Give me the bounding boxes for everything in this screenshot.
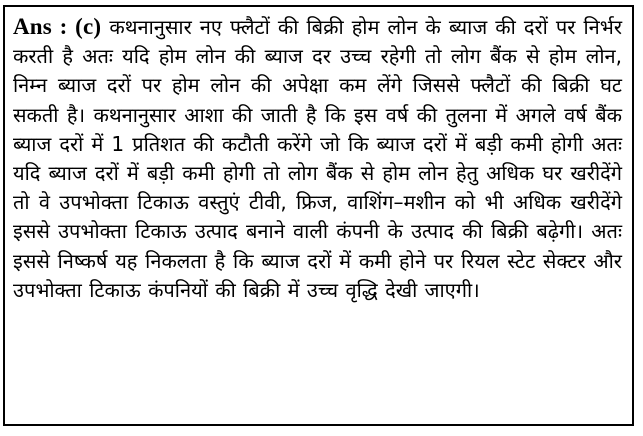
answer-box <box>3 5 634 426</box>
answer-paragraph <box>13 12 622 305</box>
answer-label: Ans : (c) <box>13 14 102 39</box>
answer-body: कथनानुसार नए फ्लैटों की बिक्री होम लोन के ब्याज की दरों पर निर्भर करती है अतः यदि होम लोन की ब्याज दर उच्च रहेगी तो लोग बैंक से होम लोन, निम्न ब्याज दरों पर होम लोन की अपेक्षा कम लेंगे जिससे फ्लैटों की बिक्री घट सकती है। कथनानुसार आशा की जाती है कि इस वर्ष की तुलना में अगले वर्ष बैंक ब्याज दरों में 1 प्रतिशत की कटौती करेंगे जो कि ब्याज दरों में बड़ी कमी होगी अतः यदि ब्याज दरों में बड़ी कमी होगी तो लोग बैंक से होम लोन हेतु अधिक घर खरीदेंगे तो वे उपभोक्ता टिकाऊ वस्तुएं टीवी, फ्रिज, वाशिंग–मशीन को भी अधिक खरीदेंगे इससे उपभोक्ता टिकाऊ उत्पाद बनाने वाली कंपनी के उत्पाद की बिक्री बढ़ेगी। अतः इससे निष्कर्ष यह निकलता है कि ब्याज दरों में कमी होने पर रियल स्टेट सेक्टर और उपभोक्ता टिकाऊ कंपनियों की बिक्री में उच्च वृद्धि देखी जाएगी। <box>13 15 623 302</box>
